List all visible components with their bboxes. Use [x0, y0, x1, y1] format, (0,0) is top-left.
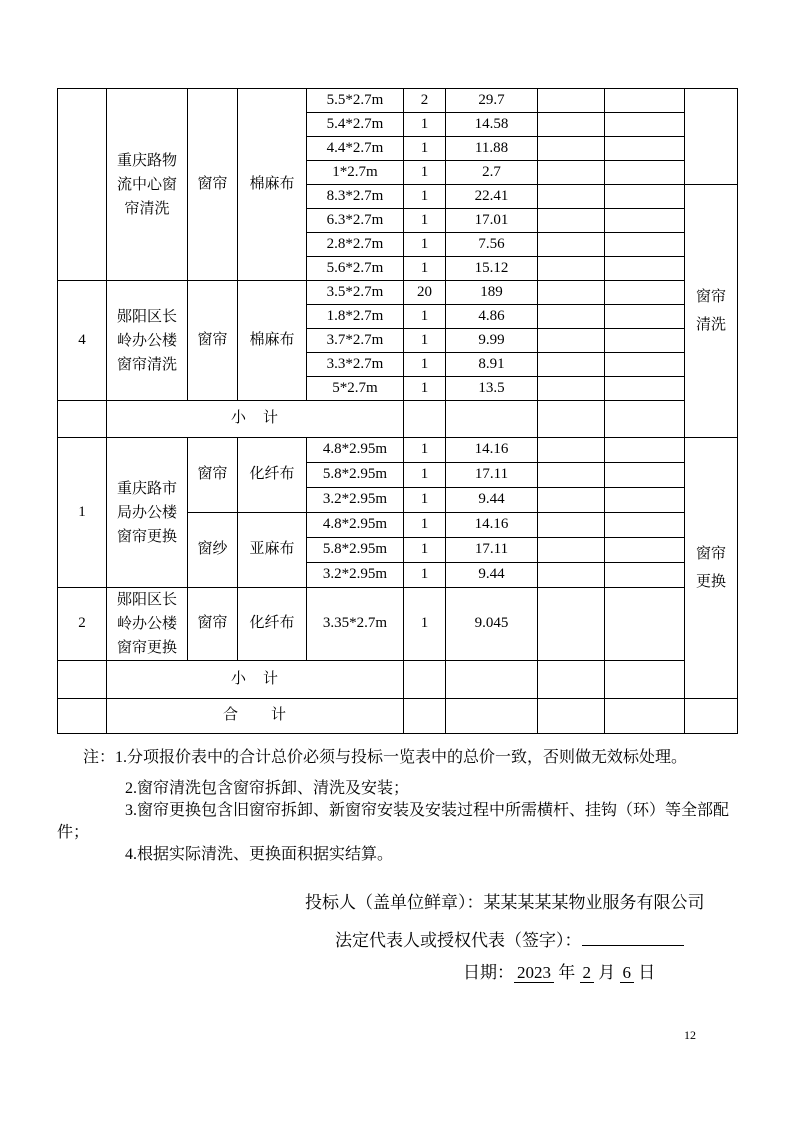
- cell-spec: 8.3*2.7m: [307, 185, 404, 209]
- cell-quantity: 1: [404, 233, 446, 257]
- cell-area: 189: [446, 281, 538, 305]
- cell-spec: 3.2*2.95m: [307, 488, 404, 513]
- cell-area: 11.88: [446, 137, 538, 161]
- table-row: [58, 89, 738, 113]
- cell-area: 17.01: [446, 209, 538, 233]
- cell-blank: [605, 113, 685, 137]
- cell-blank: [538, 563, 605, 588]
- cell-remark-cleaning: [685, 185, 738, 438]
- date-month: 2: [580, 963, 595, 983]
- cell-blank: [538, 401, 605, 438]
- cell-remark-empty: [685, 699, 738, 734]
- cell-blank: [538, 661, 605, 699]
- cell-area: 8.91: [446, 353, 538, 377]
- cell-curtain-type: 窗帘: [188, 588, 238, 661]
- cell-spec: 3.35*2.7m: [307, 588, 404, 661]
- cell-remark-replacement: [685, 438, 738, 699]
- date-year-unit: 年: [558, 963, 576, 982]
- cell-material: 化纤布: [238, 588, 307, 661]
- cell-area: 9.99: [446, 329, 538, 353]
- note-line-1: 注：1.分项报价表中的合计总价必须与投标一览表中的总价一致，否则做无效标处理。: [83, 749, 688, 766]
- cell-quantity: 2: [404, 89, 446, 113]
- cell-blank: [538, 377, 605, 401]
- total-row: [58, 699, 738, 734]
- date-month-unit: 月: [598, 963, 616, 982]
- table-row: [58, 588, 738, 661]
- cell-blank: [404, 401, 446, 438]
- cell-material: 化纤布: [238, 438, 307, 513]
- cell-blank: [605, 377, 685, 401]
- cell-spec: 2.8*2.7m: [307, 233, 404, 257]
- cell-quantity: 1: [404, 588, 446, 661]
- cell-serial: [58, 699, 107, 734]
- cell-serial: 2: [58, 588, 107, 661]
- cell-project-name: [107, 588, 188, 661]
- date-year: 2023: [514, 963, 554, 983]
- cell-curtain-type: 窗纱: [188, 513, 238, 588]
- subtotal-row: [58, 661, 738, 699]
- note-line-4: 4.根据实际清洗、更换面积据实结算。: [125, 846, 394, 863]
- cell-blank: [605, 233, 685, 257]
- cell-blank: [538, 463, 605, 488]
- cell-quantity: 1: [404, 257, 446, 281]
- cell-area: 13.5: [446, 377, 538, 401]
- cell-area: 15.12: [446, 257, 538, 281]
- date-line: [463, 958, 655, 983]
- cell-blank: [605, 305, 685, 329]
- cell-blank: [605, 257, 685, 281]
- cell-spec: 3.7*2.7m: [307, 329, 404, 353]
- cell-blank: [538, 161, 605, 185]
- cell-blank: [538, 329, 605, 353]
- cell-spec: 1*2.7m: [307, 161, 404, 185]
- cell-blank: [605, 438, 685, 463]
- cell-blank: [605, 463, 685, 488]
- cell-quantity: 1: [404, 353, 446, 377]
- bid-price-table: [57, 88, 738, 734]
- cell-blank: [538, 538, 605, 563]
- cell-quantity: 1: [404, 563, 446, 588]
- cell-blank: [446, 401, 538, 438]
- cell-quantity: 1: [404, 538, 446, 563]
- project-name-text: 郧阳区长岭办公楼窗帘更换: [116, 592, 177, 656]
- cell-area: 9.44: [446, 563, 538, 588]
- cell-blank: [538, 513, 605, 538]
- cell-blank: [605, 209, 685, 233]
- note-line-3: 3.窗帘更换包含旧窗帘拆卸、新窗帘安装及安装过程中所需横杆、挂钩（环）等全部配件；: [57, 802, 730, 841]
- cell-project-name: [107, 438, 188, 588]
- cell-blank: [605, 563, 685, 588]
- project-name-text: 郧阳区长岭办公楼窗帘清洗: [116, 308, 177, 373]
- signature-blank-line: [582, 930, 684, 946]
- bidder-line: [305, 888, 705, 913]
- cell-area: 4.86: [446, 305, 538, 329]
- cell-area: 22.41: [446, 185, 538, 209]
- cell-spec: 4.4*2.7m: [307, 137, 404, 161]
- cell-spec: 4.8*2.95m: [307, 438, 404, 463]
- cell-serial: [58, 401, 107, 438]
- cell-blank: [605, 699, 685, 734]
- cell-spec: 5.8*2.95m: [307, 538, 404, 563]
- cell-blank: [605, 588, 685, 661]
- cell-blank: [446, 661, 538, 699]
- cell-blank: [605, 353, 685, 377]
- cell-blank: [538, 89, 605, 113]
- page-number: 12: [684, 1028, 696, 1042]
- cell-area: 9.045: [446, 588, 538, 661]
- cell-blank: [605, 137, 685, 161]
- cell-blank: [538, 305, 605, 329]
- cell-blank: [404, 699, 446, 734]
- table-row: [58, 281, 738, 305]
- cell-material: 棉麻布: [238, 89, 307, 281]
- cell-quantity: 1: [404, 113, 446, 137]
- cell-area: 9.44: [446, 488, 538, 513]
- cell-curtain-type: 窗帘: [188, 281, 238, 401]
- cell-area: 14.16: [446, 513, 538, 538]
- representative-line: [335, 926, 684, 951]
- cell-blank: [538, 113, 605, 137]
- date-label: 日期：: [463, 963, 514, 982]
- cell-blank: [538, 438, 605, 463]
- cell-blank: [538, 257, 605, 281]
- cell-curtain-type: 窗帘: [188, 89, 238, 281]
- cell-spec: 6.3*2.7m: [307, 209, 404, 233]
- cell-blank: [538, 281, 605, 305]
- bidder-name: 某某某某某物业服务有限公司: [483, 893, 705, 912]
- cell-blank: [605, 488, 685, 513]
- cell-area: 29.7: [446, 89, 538, 113]
- cell-blank: [605, 185, 685, 209]
- cell-material: 棉麻布: [238, 281, 307, 401]
- cell-spec: 5.6*2.7m: [307, 257, 404, 281]
- cell-spec: 3.3*2.7m: [307, 353, 404, 377]
- cell-quantity: 1: [404, 137, 446, 161]
- cell-spec: 1.8*2.7m: [307, 305, 404, 329]
- cell-quantity: 1: [404, 463, 446, 488]
- cell-blank: [538, 353, 605, 377]
- cell-blank: [538, 699, 605, 734]
- project-name-text: 重庆路市局办公楼窗帘更换: [116, 480, 177, 545]
- cell-spec: 3.5*2.7m: [307, 281, 404, 305]
- cell-area: 14.16: [446, 438, 538, 463]
- cell-blank: [538, 233, 605, 257]
- cell-blank: [605, 513, 685, 538]
- cell-blank: [605, 89, 685, 113]
- date-day-unit: 日: [638, 963, 656, 982]
- cell-serial: [58, 89, 107, 281]
- cell-area: 14.58: [446, 113, 538, 137]
- cell-blank: [404, 661, 446, 699]
- cell-spec: 4.8*2.95m: [307, 513, 404, 538]
- table-row: [58, 438, 738, 463]
- cell-blank: [605, 329, 685, 353]
- cell-blank: [605, 161, 685, 185]
- cell-spec: 5.8*2.95m: [307, 463, 404, 488]
- cell-quantity: 1: [404, 209, 446, 233]
- cell-quantity: 1: [404, 488, 446, 513]
- date-day: 6: [620, 963, 635, 983]
- cell-blank: [605, 401, 685, 438]
- cell-serial: 1: [58, 438, 107, 588]
- cell-area: 17.11: [446, 538, 538, 563]
- cell-blank: [446, 699, 538, 734]
- cell-blank: [538, 488, 605, 513]
- cell-quantity: 1: [404, 513, 446, 538]
- representative-label: 法定代表人或授权代表（签字）：: [335, 931, 582, 950]
- cell-quantity: 1: [404, 377, 446, 401]
- cell-project-name: [107, 281, 188, 401]
- subtotal-label: 小 计: [107, 661, 404, 699]
- total-label: 合 计: [107, 699, 404, 734]
- cell-spec: 5.4*2.7m: [307, 113, 404, 137]
- cell-quantity: 1: [404, 438, 446, 463]
- cell-spec: 5*2.7m: [307, 377, 404, 401]
- remark-cleaning-text: 窗帘清洗: [695, 289, 726, 333]
- cell-quantity: 1: [404, 161, 446, 185]
- cell-curtain-type: 窗帘: [188, 438, 238, 513]
- cell-quantity: 20: [404, 281, 446, 305]
- subtotal-row: [58, 401, 738, 438]
- cell-area: 7.56: [446, 233, 538, 257]
- cell-material: 亚麻布: [238, 513, 307, 588]
- cell-blank: [538, 209, 605, 233]
- cell-blank: [538, 137, 605, 161]
- note-line-2: 2.窗帘清洗包含窗帘拆卸、清洗及安装；: [125, 780, 410, 797]
- cell-spec: 5.5*2.7m: [307, 89, 404, 113]
- notes-block: [57, 747, 755, 866]
- cell-area: 2.7: [446, 161, 538, 185]
- cell-blank: [538, 185, 605, 209]
- cell-remark-empty: [685, 89, 738, 185]
- cell-blank: [538, 588, 605, 661]
- cell-quantity: 1: [404, 329, 446, 353]
- project-name-text: 重庆路物流中心窗帘清洗: [116, 152, 177, 217]
- cell-project-name: [107, 89, 188, 281]
- bidder-label: 投标人（盖单位鲜章）：: [305, 893, 484, 912]
- cell-serial: [58, 661, 107, 699]
- cell-blank: [605, 661, 685, 699]
- cell-serial: 4: [58, 281, 107, 401]
- cell-blank: [605, 538, 685, 563]
- cell-blank: [605, 281, 685, 305]
- subtotal-label: 小 计: [107, 401, 404, 438]
- cell-quantity: 1: [404, 305, 446, 329]
- cell-area: 17.11: [446, 463, 538, 488]
- cell-spec: 3.2*2.95m: [307, 563, 404, 588]
- remark-replacement-text: 窗帘更换: [695, 546, 726, 590]
- cell-quantity: 1: [404, 185, 446, 209]
